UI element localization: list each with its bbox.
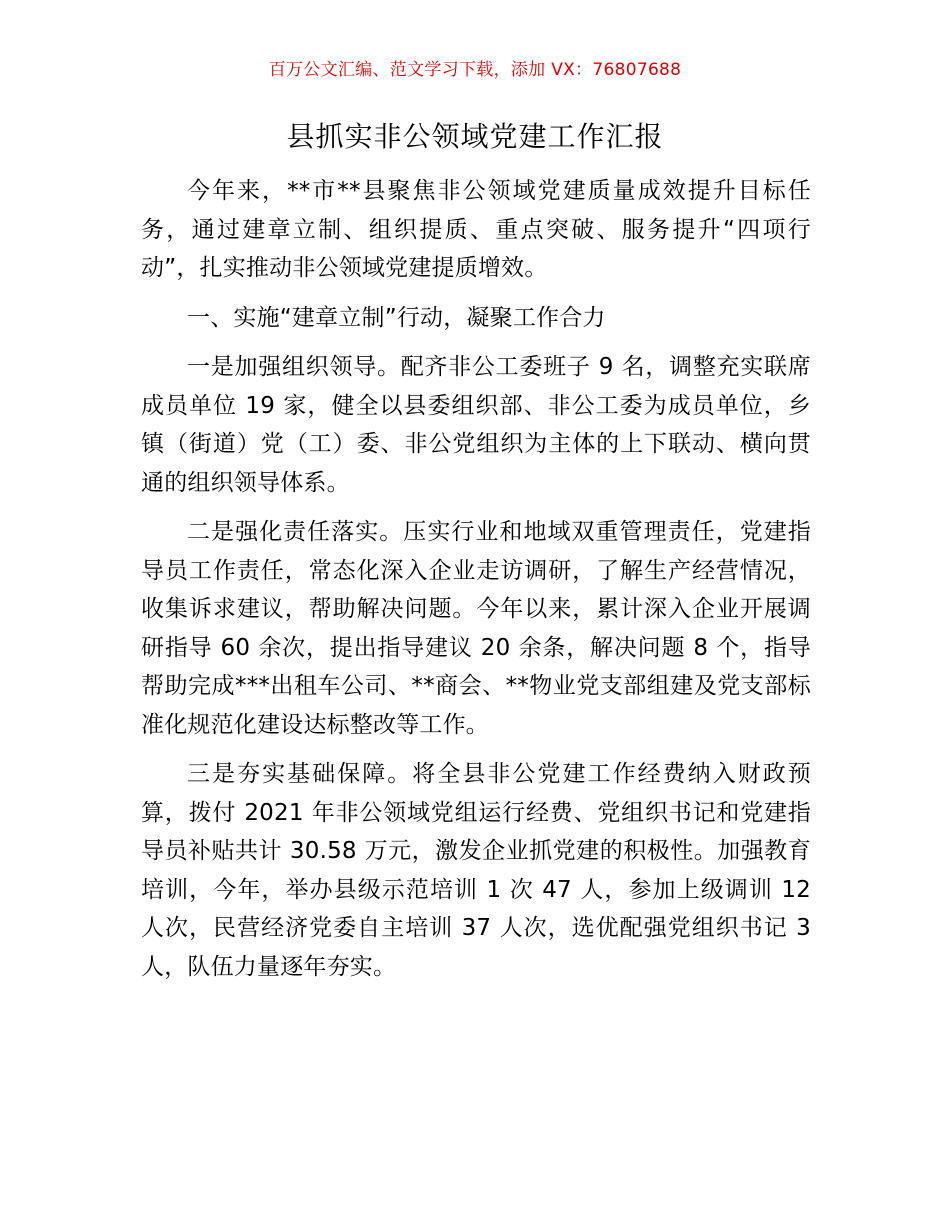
section-heading-1: 一、实施“建章立制”行动，凝聚工作合力 — [187, 304, 606, 331]
paragraph-organization-leadership: 一是加强组织领导。配齐非公工委班子 9 名，调整充实联席成员单位 19 家，健全以县委组织部、非公工委为成员单位，乡镇（街道）党（工）委、非公党组织为主体的上下联动、横向贯通的组织领导体系。 — [141, 354, 811, 496]
document-title: 县抓实非公领域党建工作汇报 — [286, 120, 664, 153]
watermark-header: 百万公文汇编、范文学习下载，添加 VX：76807688 — [268, 60, 682, 80]
paragraph-foundation-guarantee: 三是夯实基础保障。将全县非公党建工作经费纳入财政预算，拨付 2021 年非公领域党组运行经费、党组织书记和党建指导员补贴共计 30.58 万元，激发企业抓党建的积极性。加强教育培训，今年，举办县级示范培训 1 次 47 人，参加上级调训 12 人次，民营经济党委自主培训 37 人次，选优配强党组织书记 3 人，队伍力量逐年夯实。 — [141, 761, 811, 980]
intro-paragraph: 今年来，**市**县聚焦非公领域党建质量成效提升目标任务，通过建章立制、组织提质、重点突破、服务提升“四项行动”，扎实推动非公领域党建提质增效。 — [141, 178, 811, 281]
document-body — [141, 172, 811, 997]
paragraph-responsibility: 二是强化责任落实。压实行业和地域双重管理责任，党建指导员工作责任，常态化深入企业走访调研，了解生产经营情况，收集诉求建议，帮助解决问题。今年以来，累计深入企业开展调研指导 60 余次，提出指导建议 20 余条，解决问题 8 个，指导帮助完成***出租车公司、**商会、**物业党支部组建及党支部标准化规范化建设达标整改等工作。 — [141, 519, 811, 738]
